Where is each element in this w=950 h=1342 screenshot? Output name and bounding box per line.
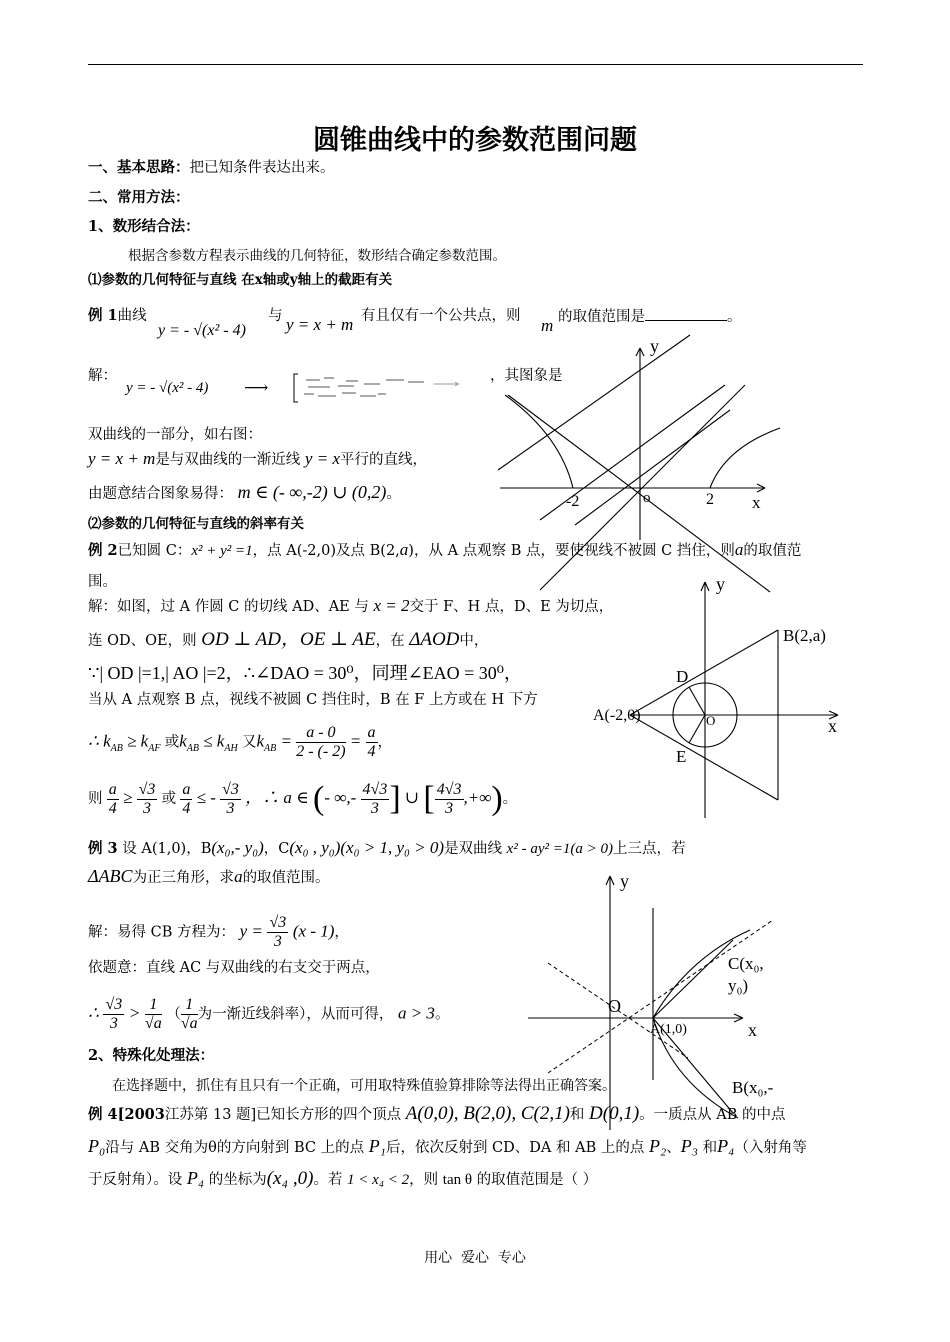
line-equation: y = x + m [286, 315, 354, 334]
text: 为正三角形，求 [132, 870, 235, 886]
bracket: [ [423, 780, 435, 817]
math: P₂ [648, 1136, 667, 1156]
text: ，其图象是 [490, 368, 563, 384]
garbled-system-image [294, 372, 490, 404]
denominator: √a [144, 1015, 162, 1032]
segment-od [689, 687, 705, 715]
fraction [296, 724, 345, 761]
text: 有且仅有一个公共点，则 [361, 308, 521, 324]
math: ΔAOD [409, 629, 460, 650]
math: ，∴ a ∈ [245, 787, 309, 807]
segment-oe [689, 715, 705, 743]
fraction [366, 724, 378, 761]
text: 于反射角）。设 [88, 1172, 183, 1188]
asymptote-1 [508, 395, 770, 592]
fraction [361, 781, 390, 818]
math: ∴ [88, 1003, 99, 1023]
subscript: AF [148, 742, 161, 754]
text: 江苏第 13 题]已知长方形的四个顶点 [164, 1107, 402, 1123]
numerator: a [182, 780, 191, 798]
math: P₄ [717, 1136, 735, 1156]
solution-2-line-5 [88, 724, 392, 761]
section-text: 把已知条件表达出来。 [189, 160, 335, 176]
text: 解：如图，过 A 作圆 C 的切线 AD、AE 与 [88, 599, 369, 615]
math: OD ⊥ AD，OE ⊥ AE [201, 629, 376, 650]
solution-line-3 [88, 449, 427, 470]
section-label: 一、基本思路： [88, 159, 190, 176]
solution-2-line-3: ∵| OD |=1,| AO |=2，∴∠DAO = 30⁰，同理∠EAO = 30⁰， [88, 663, 523, 683]
math: A(0,0), B(2,0), C(2,1) [405, 1103, 570, 1124]
math: > [128, 1003, 141, 1023]
method-2-text: 在选择题中，抓住有且只有一个正确，可用取特殊值验算排除等法得出正确答案。 [112, 1078, 616, 1094]
numerator: a - 0 [296, 724, 345, 743]
text: 解：易得 CB 方程为： [88, 924, 235, 941]
solution-2-line-6 [88, 780, 517, 818]
hyperbola-right [710, 428, 780, 488]
text: 、 [666, 1140, 681, 1156]
text: 。 [386, 486, 401, 502]
text: 。 [502, 790, 518, 807]
curve-equation: y = - √(x² - 4) [158, 322, 246, 339]
text: 交于 F、H 点，D、E 为切点， [409, 599, 614, 615]
numerator: √3 [105, 996, 123, 1013]
subscript: AH [224, 742, 238, 754]
bracket: ) [491, 780, 503, 817]
param-a: a [234, 867, 243, 886]
section-basic-idea [88, 158, 335, 178]
text: ，在 [375, 633, 405, 649]
point-c: (x₀ , y₀)(x₀ > 1, y₀ > 0) [289, 838, 445, 857]
text: 沿与 AB 交角为θ的方向射到 BC 上的点 [105, 1140, 365, 1156]
math: ∴ k [88, 731, 111, 751]
param-m: m [541, 316, 554, 335]
denominator: 4 [367, 743, 376, 760]
method-1-text: 根据含参数方程表示曲线的几何特征，数形结合确定参数范围。 [128, 248, 506, 264]
numerator: √3 [269, 914, 287, 931]
denominator: 3 [109, 1015, 118, 1032]
math: = [276, 731, 292, 751]
point-a-label: A(-2,0) [593, 707, 641, 724]
text: 的取值范围是（ ） [476, 1172, 598, 1188]
numerator: 1 [145, 996, 162, 1015]
text: 当从 A 点观察 B 点，视线不被圆 C 挡住时，B 在 F 上方或在 H 下方 [88, 692, 538, 708]
text: ， [334, 924, 349, 941]
figure-circle-tangents [580, 570, 860, 820]
text: 曲线 [117, 308, 147, 324]
text: 的取值范 [743, 543, 802, 559]
param-a: a [399, 540, 409, 559]
point-b: (x₀,- y₀) [211, 838, 264, 857]
point-c-label-2: y₀) [728, 976, 749, 995]
text: 又 [241, 734, 257, 751]
example-1-question-end [558, 306, 742, 327]
solution-3-line-1 [88, 914, 349, 951]
subscript: AB [186, 742, 199, 754]
denominator: 2 - (- 2) [296, 743, 346, 760]
hyperbola-equation: x² - ay² =1(a > 0) [506, 841, 613, 857]
denominator: 3 [445, 799, 454, 817]
text: 中， [459, 633, 489, 649]
numerator: 4√3 [436, 780, 462, 798]
subscript: AB [264, 742, 277, 754]
fraction [435, 781, 464, 818]
math: D(0,1) [589, 1103, 640, 1124]
solution-equation: y = - √(x² - 4) [126, 380, 209, 396]
math: 1 < x₄ < 2 [347, 1172, 410, 1188]
math: ΔABC [88, 866, 133, 886]
text: 和 [569, 1107, 585, 1123]
text: 由题意结合图象易得： [88, 486, 233, 502]
text: 。一质点从 AB 的中点 [639, 1107, 786, 1123]
header-rule [88, 64, 863, 65]
math: ≤ k [198, 731, 225, 751]
math: ≥ [123, 787, 133, 807]
y-label: y [650, 336, 659, 356]
denominator: 4 [182, 799, 191, 817]
fraction [180, 781, 192, 818]
example-4-line-3 [88, 1168, 597, 1190]
origin-label: o [643, 490, 651, 506]
numerator: √3 [222, 780, 239, 798]
text: ，点 A(-2,0)及点 B(2, [252, 543, 400, 559]
solution-label: 解： [88, 368, 117, 384]
point-b-label: B(x₀,- [732, 1078, 774, 1097]
math: k [256, 731, 264, 751]
denominator: √a [180, 1015, 198, 1032]
point-c-label: C(x₀, [728, 954, 764, 973]
fraction [137, 781, 158, 818]
solution-line-4 [88, 482, 401, 504]
denominator: 3 [273, 933, 282, 950]
point-e-label: E [676, 747, 687, 766]
example-3-line-2 [88, 866, 330, 888]
text: 。若 [313, 1172, 343, 1188]
page-title: 圆锥曲线中的参数范围问题 [313, 125, 637, 156]
circle-equation: x² + y² =1 [191, 543, 253, 559]
text: 的取值范围是 [558, 309, 645, 325]
text: ， [377, 734, 392, 751]
math: a > 3 [397, 1003, 435, 1023]
text: （ [166, 1006, 181, 1023]
math: P₁ [368, 1136, 386, 1156]
text: 上三点，若 [612, 841, 686, 857]
fraction [181, 996, 198, 1033]
text: 设 A(1,0)，B [122, 841, 212, 857]
section-methods: 二、常用方法： [88, 189, 190, 206]
segment-ac [653, 940, 733, 1018]
math: ∪ [404, 787, 420, 807]
math: P₃ [680, 1136, 698, 1156]
point-d-label: D [676, 667, 689, 686]
parallel-line-1 [498, 335, 690, 470]
math: = [349, 731, 362, 751]
text: 则 [88, 790, 103, 807]
math: (x - 1) [292, 921, 335, 941]
fraction [267, 914, 288, 951]
example-1-line [88, 306, 147, 326]
method-2-heading: 2、特殊化处理法： [88, 1047, 215, 1064]
figure-hyperbola [480, 330, 800, 520]
example-label: 例 1 [88, 307, 118, 324]
text: ，C [263, 841, 290, 857]
text: 为一渐近线斜率），从而可得， [197, 1006, 394, 1023]
math: y = [239, 921, 263, 941]
method-1-heading: 1、数形结合法： [88, 218, 200, 235]
tick-neg2: -2 [566, 493, 580, 510]
answer-blank [645, 306, 727, 321]
text: 与 [268, 308, 283, 324]
fraction [145, 996, 162, 1033]
example-label: 例 2 [88, 542, 118, 559]
math: P₀ [88, 1136, 106, 1156]
point-a-label: A(1,0) [650, 1022, 687, 1037]
bracket: ] [389, 780, 401, 817]
text: 双曲线的一部分，如右图： [88, 427, 262, 443]
example-label: 例 3 [88, 840, 118, 857]
fraction [103, 996, 124, 1033]
math: P₄ [186, 1168, 205, 1188]
text: 或 [164, 734, 180, 751]
text: 。 [727, 309, 742, 325]
subtopic-2: ⑵参数的几何特征与直线的斜率有关 [88, 516, 304, 532]
math: tan θ [442, 1172, 473, 1188]
numerator: 1 [181, 996, 198, 1015]
tick-pos2: 2 [706, 491, 714, 508]
numerator: a [367, 724, 376, 741]
example-2-line-1 [88, 540, 801, 561]
text: 连 OD、OE，则 [88, 633, 197, 649]
y-label: y [620, 871, 629, 891]
solution-3-line-3 [88, 996, 449, 1033]
denominator: 3 [142, 799, 151, 817]
x-label: x [752, 493, 761, 512]
y-label: y [716, 574, 725, 594]
solution-2-line-2 [88, 630, 488, 651]
math: y = x + m [88, 449, 156, 468]
fraction [220, 781, 241, 818]
text: 的坐标为 [208, 1172, 267, 1188]
text: 和 [702, 1140, 718, 1156]
example-label: 例 4[2003 [88, 1106, 165, 1123]
arrow-icon: ⟶ [244, 378, 269, 397]
math: ≤ - [196, 787, 216, 807]
fraction [107, 781, 119, 818]
x-label: x [828, 716, 837, 736]
answer: m ∈ (- ∞,-2) ∪ (0,2) [237, 482, 387, 502]
text: )，从 A 点观察 B 点，要使视线不被圆 C 挡住，则 [408, 543, 735, 559]
example-4-line-1 [88, 1104, 786, 1125]
point-b-label: B(2,a) [783, 626, 826, 645]
denominator: 4 [108, 799, 117, 817]
bracket: ( [313, 780, 325, 817]
hyperbola-upper [653, 930, 750, 1018]
math: x = 2 [373, 596, 410, 615]
subscript: AB [110, 742, 123, 754]
text: 或 [161, 790, 177, 807]
denominator: 3 [370, 799, 379, 817]
param-a: a [734, 540, 744, 559]
asymptote-1 [548, 920, 773, 1073]
origin-label: O [608, 996, 621, 1016]
text: 。 [434, 1006, 450, 1023]
numerator: a [108, 780, 117, 798]
example-3-line-1 [88, 838, 685, 859]
solution-2-line-1 [88, 596, 613, 617]
text: 是与双曲线的一渐近线 [155, 452, 301, 468]
tangent-ae [630, 715, 778, 800]
math: - ∞,- [324, 787, 357, 807]
text: 已知圆 C： [117, 543, 192, 559]
tangent-ad [630, 630, 778, 715]
x-label: x [748, 1020, 757, 1040]
denominator: 3 [226, 799, 235, 817]
math: k [179, 731, 187, 751]
math: y = x [304, 449, 340, 468]
text: 围。 [88, 574, 117, 590]
origin-label: O [706, 713, 716, 728]
example-4-line-2 [88, 1136, 807, 1158]
math: (x₄ ,0) [266, 1168, 314, 1189]
text: 依题意：直线 AC 与双曲线的右支交于两点， [88, 960, 380, 976]
math: ≥ k [122, 731, 149, 751]
text: 是双曲线 [444, 841, 503, 857]
text: ，则 [409, 1172, 439, 1188]
text: 平行的直线， [339, 452, 427, 468]
text: 后，依次反射到 CD、DA 和 AB 上的点 [385, 1140, 645, 1156]
numerator: √3 [138, 780, 156, 798]
subtopic-1: ⑴参数的几何特征与直线 在x轴或y轴上的截距有关 [88, 272, 393, 288]
math: ,+∞ [463, 787, 492, 807]
text: 的取值范围。 [242, 870, 330, 886]
page-footer: 用心 爱心 专心 [424, 1250, 526, 1266]
text: （入射角等 [734, 1140, 807, 1156]
numerator: 4√3 [362, 780, 388, 798]
